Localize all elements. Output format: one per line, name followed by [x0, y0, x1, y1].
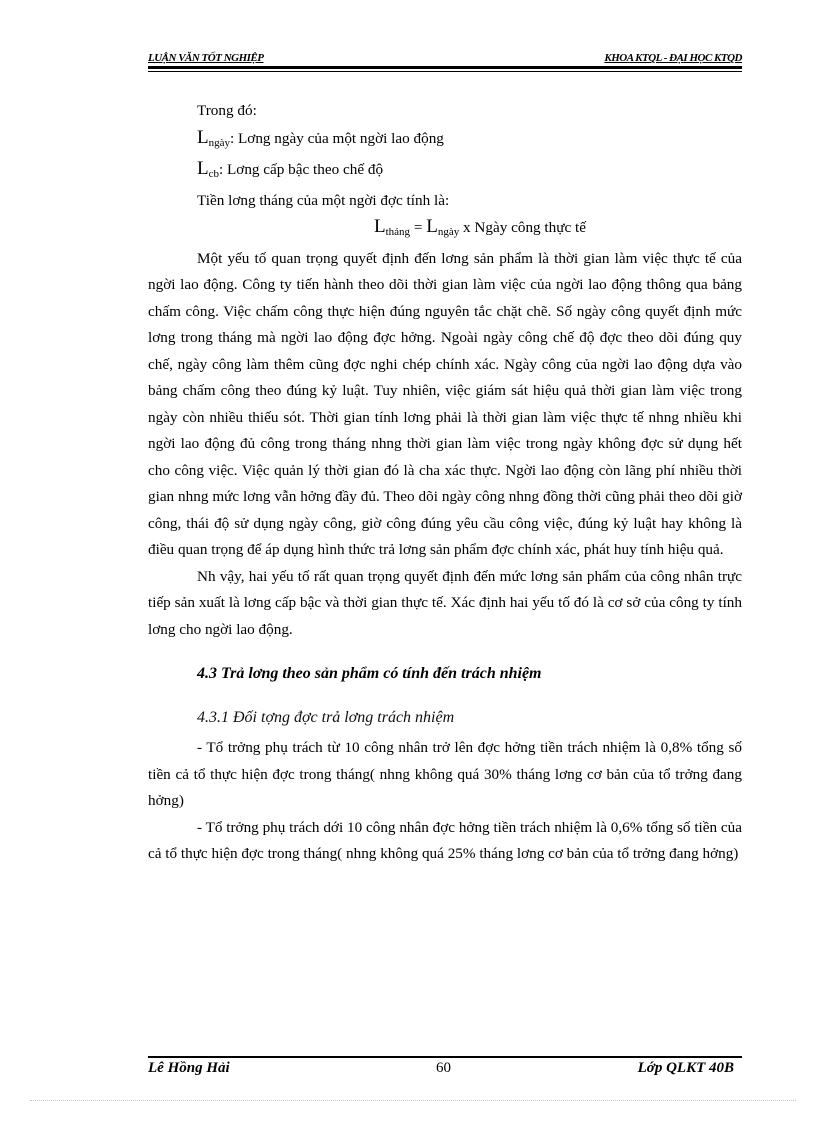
bullet-item: - Tổ trởng phụ trách dới 10 công nhân đợc hởng tiền trách nhiệm là 0,6% tổng số tiền của cả tổ thực hiện đợc trong tháng( nhng không quá 25% tháng lơng cơ bản của tổ trởng đang hởng)	[148, 818, 742, 862]
definition-l-cb	[148, 156, 742, 188]
formula-l1: L	[374, 216, 386, 237]
section-heading-4-3: 4.3 Trả lơng theo sản phẩm có tính đến trách nhiệm	[197, 665, 542, 682]
document-body	[148, 98, 742, 868]
footer-rule	[148, 1056, 742, 1058]
header-right-text: KHOA KTQL - ĐẠI HỌC KTQD	[604, 52, 742, 64]
paragraph-time-factor: Một yếu tố quan trọng quyết định đến lơng sản phẩm là thời gian làm việc thực tế của ngời lao động. Công ty tiến hành theo dõi thời gian làm việc của ngời lao động thông qua bảng chấm công. Việc chấm công thực hiện đúng nguyên tắc chặt chẽ. Số ngày công quyết định mức lơng trong tháng mà ngời lao động đợc hởng. Ngoài ngày công chế độ đợc theo dõi đúng quy chế, ngày công làm thêm cũng đợc nghi chép chính xác. Ngày công của ngời lao động dựa vào bảng chấm công theo đúng kỷ luật. Tuy nhiên, việc giám sát hiệu quả thời gian làm việc trong ngày còn nhiều thiếu sót. Thời gian tính lơng phải là thời gian làm việc thực tế nhng nhiều khi ngời lao động đủ công trong tháng nhng thời gian làm việc trong ngày không đợc sử dụng hết cho công việc. Việc quản lý thời gian đó là cha xác thực. Ngời lao động còn lãng phí nhiều thời gian nhng mức lơng vẫn hởng đầy đủ. Theo dõi ngày công nhng đồng thời cũng phải theo dõi giờ công, thái độ sử dụng ngày công, giờ công đúng yêu cầu công việc, đúng kỷ luật hay không là điều quan trọng để áp dụng hình thức trả lơng sản phẩm đợc chính xác, phát huy tính hiệu quả.	[148, 249, 742, 558]
bullet-item: - Tổ trởng phụ trách từ 10 công nhân trở lên đợc hởng tiền trách nhiệm là 0,8% tổng số tiền cả tổ thực hiện đợc trong tháng( nhng không quá 30% tháng lơng cơ bản của tổ trởng đang hởng)	[148, 739, 742, 809]
monthly-wage-intro: Tiền lơng tháng của một ngời đợc tính là:	[197, 191, 450, 209]
page-bottom-divider	[30, 1100, 796, 1101]
formula-equals: =	[410, 219, 427, 236]
subscript-cb: cb	[208, 168, 219, 180]
page-number: 60	[436, 1060, 451, 1076]
footer-class: Lớp QLKT 40B	[637, 1060, 734, 1076]
formula-sub-ngay: ngày	[437, 226, 460, 238]
trong-do-line: Trong đó:	[197, 102, 257, 119]
subsection-heading-4-3-1: 4.3.1 Đối tợng đợc trả lơng trách nhiệm	[197, 709, 455, 726]
page-footer	[148, 1060, 742, 1080]
header-rule-thick	[148, 66, 742, 69]
symbol-l: L	[197, 158, 209, 179]
formula-l2: L	[426, 216, 438, 237]
header-left-text: LUẬN VĂN TỐT NGHIỆP	[148, 52, 264, 64]
header-rule-thin	[148, 71, 742, 72]
wage-formula	[148, 214, 742, 246]
subscript-ngay: ngày	[208, 136, 230, 149]
definition-text: : Lơng cấp bậc theo chế độ	[219, 161, 384, 178]
formula-rest: x Ngày công thực tế	[459, 219, 586, 236]
symbol-l: L	[197, 126, 209, 148]
footer-author: Lê Hồng Hải	[148, 1060, 230, 1076]
formula-sub-thang: tháng	[385, 226, 411, 238]
definition-l-ngay	[148, 125, 742, 157]
paragraph-conclusion: Nh vậy, hai yếu tố rất quan trọng quyết định đến mức lơng sản phẩm của công nhân trực tiếp sản xuất là lơng cấp bậc và thời gian thực tế. Xác định hai yếu tố đó là cơ sở của công ty tính lơng cho ngời lao động.	[148, 567, 742, 638]
definition-text: : Lơng ngày của một ngời lao động	[230, 129, 444, 147]
